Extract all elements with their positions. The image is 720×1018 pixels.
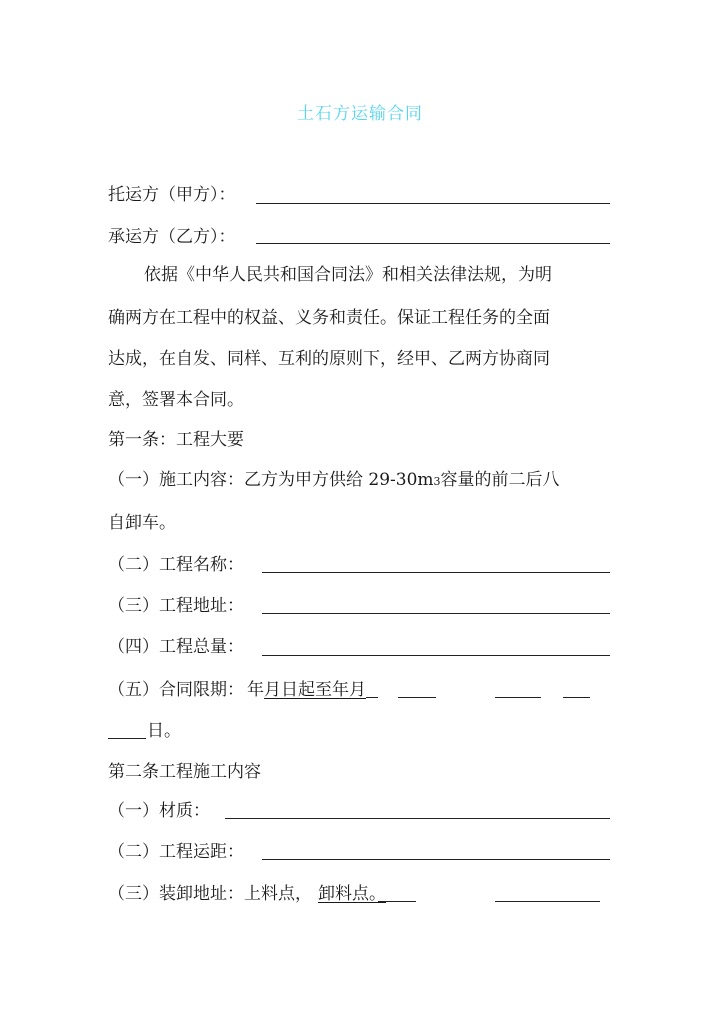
project-quantity-blank[interactable] xyxy=(262,655,610,656)
project-name-blank[interactable] xyxy=(262,572,610,573)
term-dates: 月日起至年月 xyxy=(264,680,366,700)
contract-term-label: （五）合同限期： xyxy=(108,680,244,700)
party-b-blank[interactable] xyxy=(256,243,610,244)
article-1-item-1-cont: 自卸车。 xyxy=(108,513,176,533)
term-day-blank[interactable] xyxy=(108,738,146,739)
party-a-blank[interactable] xyxy=(256,203,610,204)
party-a-label: 托运方（甲方）： xyxy=(108,185,236,205)
term-blank[interactable] xyxy=(366,697,378,698)
project-address-label: （三）工程地址： xyxy=(108,596,244,616)
preamble-line: 达成，在自发、同样、互利的原则下，经甲、乙两方协商同 xyxy=(108,349,550,369)
unloading-point: 卸料点。 xyxy=(318,884,386,904)
article-2-heading: 第二条工程施工内容 xyxy=(108,762,261,782)
cubic-superscript: 3 xyxy=(433,475,441,488)
term-year-start: 年 xyxy=(247,680,264,700)
material-blank[interactable] xyxy=(225,818,610,819)
item-1-prefix: （一）施工内容：乙方为甲方供给 29-30m xyxy=(108,470,434,490)
distance-label: （二）工程运距： xyxy=(108,842,244,862)
term-day: 日。 xyxy=(147,721,181,741)
article-1-heading: 第一条：工程大要 xyxy=(108,430,244,450)
project-quantity-label: （四）工程总量： xyxy=(108,637,244,657)
party-b-label: 承运方（乙方）： xyxy=(108,227,236,247)
term-blank[interactable] xyxy=(495,697,541,698)
term-blank[interactable] xyxy=(398,697,436,698)
item-1-suffix: 容量的前二后八 xyxy=(440,470,560,490)
project-address-blank[interactable] xyxy=(262,613,610,614)
material-label: （一）材质： xyxy=(108,801,210,821)
article-1-item-1 xyxy=(108,470,560,492)
term-blank[interactable] xyxy=(563,697,590,698)
project-name-label: （二）工程名称： xyxy=(108,555,244,575)
distance-blank[interactable] xyxy=(262,859,610,860)
preamble-line: 确两方在工程中的权益、义务和责任。保证工程任务的全面 xyxy=(108,308,550,328)
unloading-blank-2[interactable] xyxy=(495,901,600,902)
document-title: 土石方运输合同 xyxy=(297,104,423,124)
preamble-line: 意，签署本合同。 xyxy=(108,390,244,410)
preamble-line: 依据《中华人民共和国合同法》和相关法律法规，为明 xyxy=(144,265,552,285)
loading-label: （三）装卸地址：上料点， xyxy=(108,884,312,904)
unloading-blank[interactable] xyxy=(378,901,416,902)
